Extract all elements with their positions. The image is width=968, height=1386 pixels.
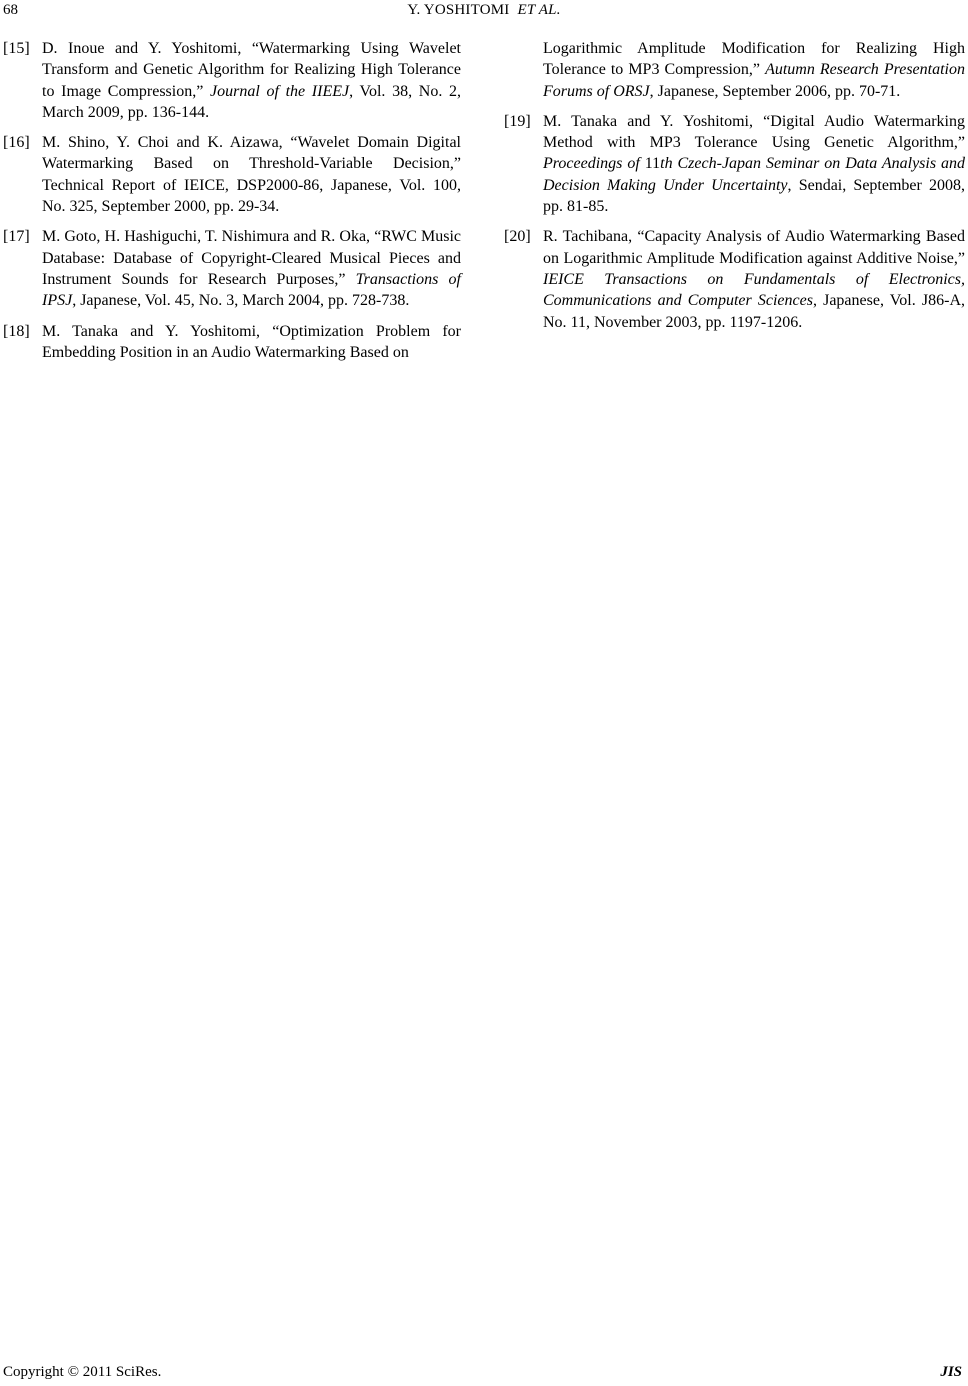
reference-text: , Vol. 38, No. 2, March 2009, pp. 136-144. bbox=[42, 82, 462, 121]
reference-text: , Sendai, September 2008, pp. 81-85. bbox=[543, 176, 966, 216]
page-footer bbox=[0, 1364, 968, 1384]
reference-journal: Proceedings of bbox=[543, 155, 645, 173]
reference-17 bbox=[3, 226, 461, 311]
reference-journal: IEICE Transactions on Fundamentals of Electronics, Communications and Computer Sciences bbox=[543, 270, 965, 310]
running-head-author: Y. YOSHITOMI bbox=[407, 2, 510, 18]
reference-journal: th Czech-Japan Seminar on Data Analysis and Decision Making Under Uncertainty bbox=[543, 155, 966, 194]
reference-18 bbox=[3, 321, 461, 364]
journal-abbreviation: JIS bbox=[940, 1364, 962, 1380]
running-head-etal: ET AL. bbox=[517, 2, 561, 18]
reference-16 bbox=[3, 132, 461, 217]
right-column bbox=[504, 38, 965, 342]
page-number: 68 bbox=[3, 2, 18, 18]
reference-ordinal: 11 bbox=[644, 155, 661, 173]
reference-text: , Japanese, September 2006, pp. 70-71. bbox=[649, 82, 901, 100]
reference-19 bbox=[504, 111, 965, 217]
reference-journal: Autumn Research Presentation Forums of ORSJ bbox=[543, 61, 965, 100]
reference-number: [18] bbox=[3, 322, 30, 340]
reference-text: , Japanese, Vol. J86-A, No. 11, November 2003, pp. 1197-1206. bbox=[543, 292, 965, 331]
reference-text: D. Inoue and Y. Yoshitomi, “Watermarking Using Wavelet Transform and Genetic Algorithm for Realizing High Tolerance to Image Compression,” bbox=[42, 40, 461, 100]
reference-journal: Journal of the IIEEJ bbox=[210, 82, 350, 100]
reference-text: M. Tanaka and Y. Yoshitomi, “Optimization Problem for Embedding Position in an Audio Watermarking Based on bbox=[42, 322, 461, 361]
reference-text: M. Goto, H. Hashiguchi, T. Nishimura and R. Oka, “RWC Music Database: Database of Copyright-Cleared Musical Pieces and Instrument Sounds for Research Purposes,” bbox=[42, 228, 461, 288]
reference-number: [16] bbox=[3, 134, 30, 152]
running-head bbox=[0, 2, 968, 19]
reference-number: [15] bbox=[3, 40, 30, 57]
reference-15 bbox=[3, 38, 461, 123]
reference-number: [20] bbox=[504, 228, 531, 246]
reference-text: M. Shino, Y. Choi and K. Aizawa, “Wavelet Domain Digital Watermarking Based on Threshold-Variable Decision,” Technical Report of IEICE, DSP2000-86, Japanese, Vol. 100, No. 325, September 2000, pp. 29-34. bbox=[42, 134, 461, 216]
copyright-notice: Copyright © 2011 SciRes. bbox=[3, 1364, 162, 1380]
reference-journal: Transactions of IPSJ bbox=[42, 270, 461, 310]
left-column bbox=[3, 38, 461, 372]
reference-number: [19] bbox=[504, 112, 531, 130]
reference-text: Logarithmic Amplitude Modification for Realizing High Tolerance to MP3 Compression,” bbox=[543, 40, 965, 79]
reference-text: , Japanese, Vol. 45, No. 3, March 2004, pp. 728-738. bbox=[72, 292, 410, 310]
reference-20 bbox=[504, 226, 965, 332]
reference-18-continued bbox=[504, 38, 965, 102]
reference-text: R. Tachibana, “Capacity Analysis of Audio Watermarking Based on Logarithmic Amplitude Modification against Additive Noise,” bbox=[543, 228, 965, 267]
reference-text: M. Tanaka and Y. Yoshitomi, “Digital Audio Watermarking Method with MP3 Tolerance Using Genetic Algorithm,” bbox=[543, 112, 965, 152]
reference-number: [17] bbox=[3, 228, 30, 246]
page-header bbox=[0, 2, 968, 22]
